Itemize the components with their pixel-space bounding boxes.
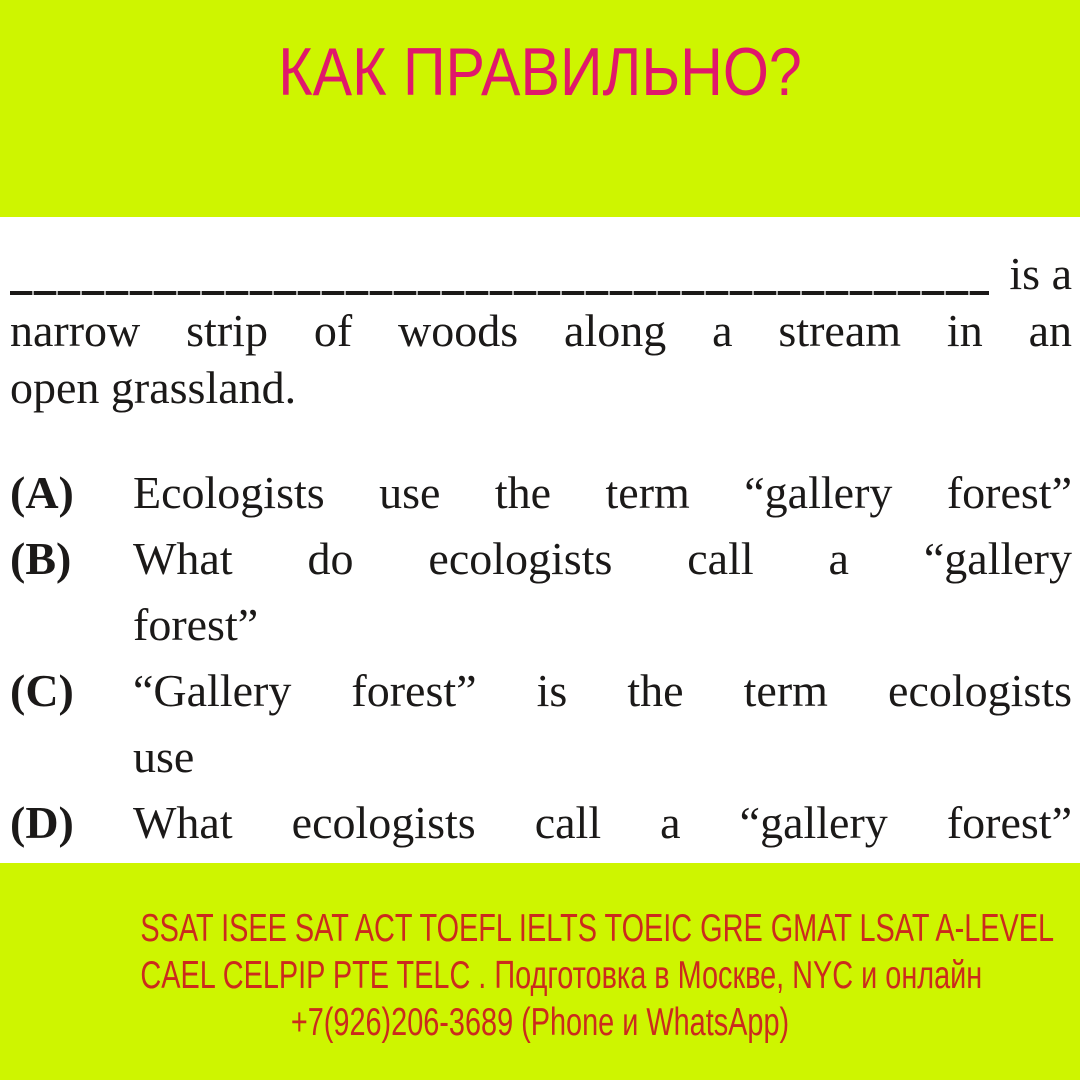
footer-exams-line-2: CAEL CELPIP PTE TELC . Подготовка в Москве, NYC и онлайн bbox=[140, 954, 983, 997]
option-c-label: (C) bbox=[10, 665, 74, 716]
question-panel bbox=[0, 217, 1080, 863]
option-d-label: (D) bbox=[10, 797, 74, 848]
option-a bbox=[10, 460, 1072, 526]
stem-line: open grassland. bbox=[10, 362, 297, 413]
option-line: What do ecologists call a “gallery bbox=[133, 533, 1072, 584]
stem-line: narrow strip of woods along a stream in an bbox=[10, 305, 1072, 356]
footer-band bbox=[0, 863, 1080, 1080]
option-b-text bbox=[133, 526, 1072, 658]
option-c-text bbox=[133, 658, 1072, 790]
header-band bbox=[0, 0, 1080, 217]
stem-blank-suffix: is a bbox=[1009, 248, 1072, 299]
option-d-text bbox=[133, 790, 1072, 856]
blank-line bbox=[10, 291, 989, 295]
option-a-label: (A) bbox=[10, 467, 74, 518]
option-b bbox=[10, 526, 1072, 658]
option-line: Ecologists use the term “gallery forest” bbox=[133, 467, 1072, 518]
question-stem bbox=[10, 245, 1072, 416]
answer-options bbox=[10, 460, 1072, 856]
footer-exams-line-1: SSAT ISEE SAT ACT TOEFL IELTS TOEIC GRE GMAT LSAT A-LEVEL bbox=[140, 907, 1055, 950]
footer-phone-line: +7(926)206-3689 (Phone и WhatsApp) bbox=[290, 1001, 790, 1044]
option-line: “Gallery forest” is the term ecologists bbox=[133, 665, 1072, 716]
page-title: КАК ПРАВИЛЬНО? bbox=[278, 34, 802, 110]
option-a-text bbox=[133, 460, 1072, 526]
stem-blank-row bbox=[10, 245, 1072, 302]
option-c bbox=[10, 658, 1072, 790]
option-b-label: (B) bbox=[10, 533, 72, 584]
option-line: use bbox=[133, 731, 195, 782]
option-line: forest” bbox=[133, 599, 259, 650]
option-d bbox=[10, 790, 1072, 856]
option-line: What ecologists call a “gallery forest” bbox=[133, 797, 1072, 848]
